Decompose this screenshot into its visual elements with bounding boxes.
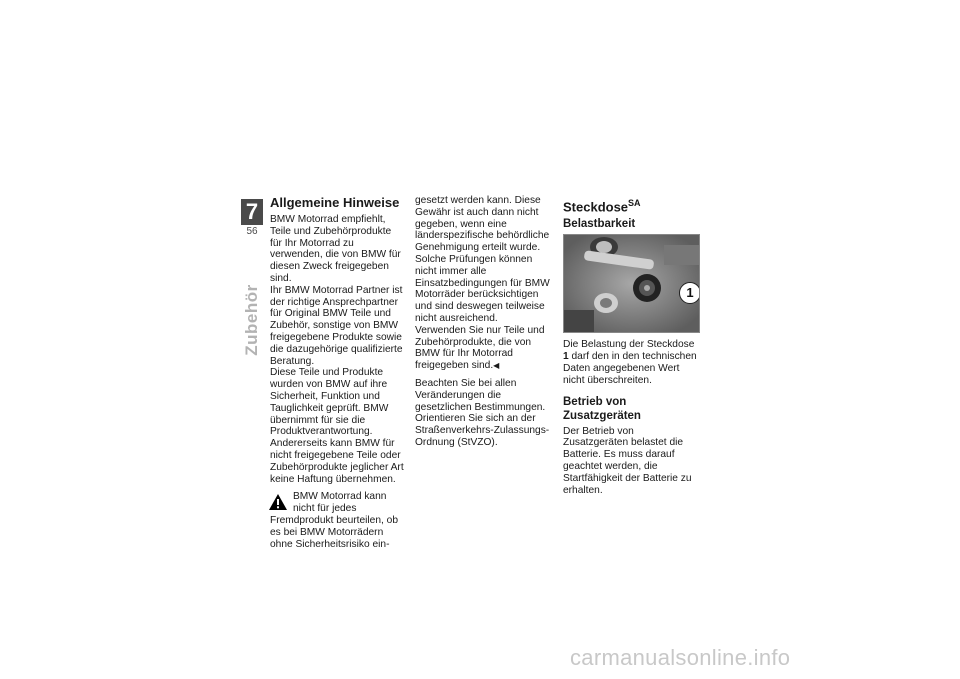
column-3 [563,195,700,502]
page-number: 56 [246,226,258,237]
callout-label: 1 [679,282,700,304]
paragraph: Andererseits kann BMW für nicht freigegebene Teile oder Zubehörprodukte jeglicher Art keine Haftung übernehmen. [270,438,404,485]
subheading: Betrieb von Zusatzgeräten [563,395,641,422]
paragraph: BMW Motorrad empfiehlt, Teile und Zubehörprodukte für Ihr Motorrad zu verwenden, die von BMW für diesen Zweck freigegeben sind. [270,214,401,284]
column-2 [415,195,553,455]
paragraph: Beachten Sie bei allen Veränderungen die gesetzlichen Bestimmungen. Orientieren Sie sich an der Straßenverkehrs-Zulassungs-Ordnung (StVZO). [415,377,550,448]
warning-note: BMW Motorrad kann nicht für jedes Fremdprodukt beurteilen, ob es bei BMW Motorrädern ohne Sicherheitsrisiko ein- [270,491,398,550]
subheading: Belastbarkeit [563,218,636,231]
section-heading: Steckdose$^{SA}$ [563,198,641,215]
socket-photo [563,234,700,333]
watermark: carmanualsonline.info [570,645,791,670]
section-side-label: Zubehör [242,284,261,356]
column-1 [270,195,405,556]
section-heading: Allgemeine Hinweise [270,195,400,210]
paragraph: Der Betrieb von Zusatzgeräten belastet die Batterie. Es muss darauf geachtet werden, die Startfähigkeit der Batterie zu erhalten. [563,425,692,496]
sa-superscript: SA [628,198,641,208]
chapter-number: 7 [241,199,263,225]
paragraph: Diese Teile und Produkte wurden von BMW auf ihre Sicherheit, Funktion und Tauglichkeit geprüft. BMW übernimmt für sie die Produktverantwortung. [270,367,389,438]
paragraph: gesetzt werden kann. Diese Gewähr ist auch dann nicht gegeben, wenn eine länderspezifische behördliche Genehmigung erteilt wurde. Solche Prüfungen können nicht immer alle Einsatzbedingungen für BMW Motorräder berücksichtigen und sind deswegen teilweise nicht ausreichend. [415,195,550,324]
warning-triangle-icon [268,493,288,511]
paragraph: Ihr BMW Motorrad Partner ist der richtige Ansprechpartner für Original BMW Teile und Zubehör, sonstige von BMW freigegebene Produkte sowie die dazugehörige qualifizierte Beratung. [270,284,403,367]
end-mark: ◀ [493,361,500,371]
paragraph: Die Belastung der Steckdose 1 darf den in den technischen Daten angegebenen Wert nicht überschreiten. [563,339,697,386]
paragraph: Verwenden Sie nur Teile und Zubehörprodukte, die von BMW für Ihr Motorrad freigegeben sind.◀ [415,324,545,372]
